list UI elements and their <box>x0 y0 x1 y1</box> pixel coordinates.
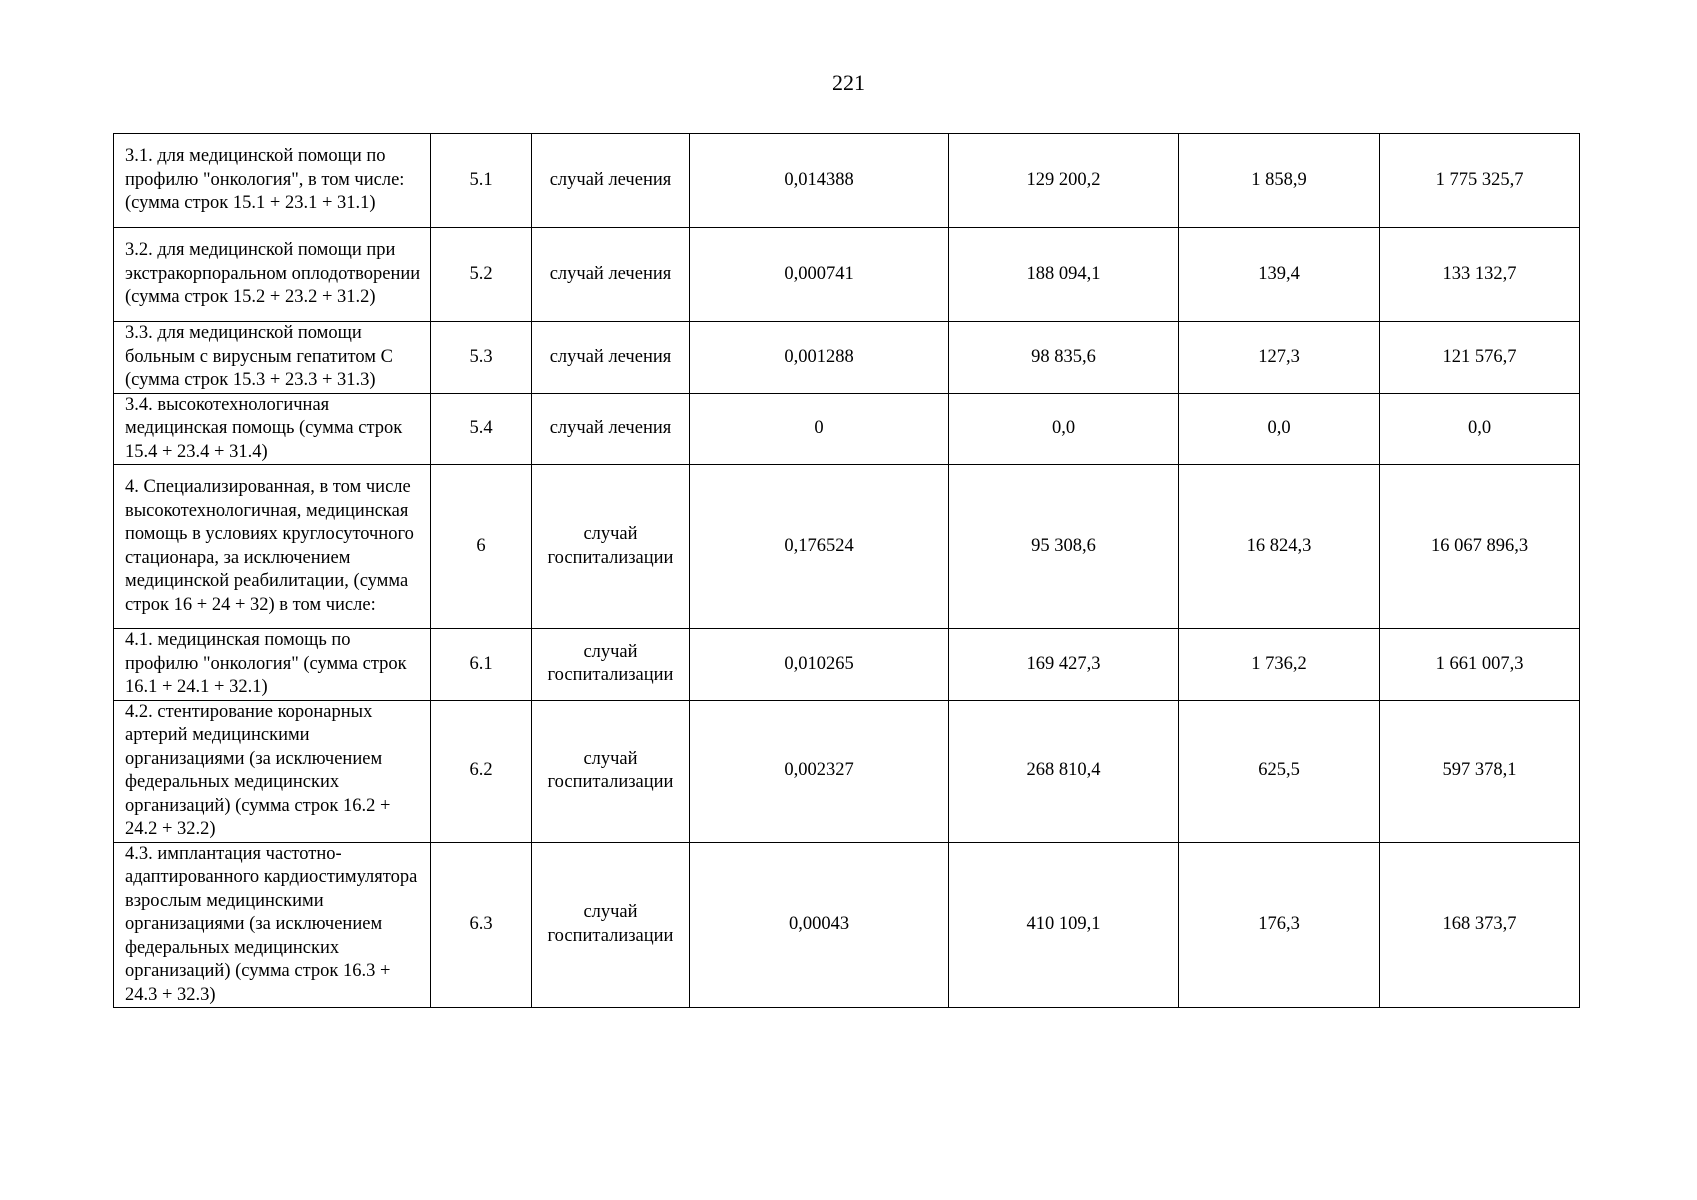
row-total: 0,0 <box>1380 393 1580 465</box>
row-code: 6.2 <box>431 700 532 842</box>
row-description: 4.1. медицинская помощь по профилю "онкология" (сумма строк 16.1 + 24.1 + 32.1) <box>114 629 431 701</box>
row-total: 16 067 896,3 <box>1380 465 1580 629</box>
row-norm: 0,014388 <box>690 134 949 228</box>
row-total: 1 775 325,7 <box>1380 134 1580 228</box>
row-norm: 0,000741 <box>690 228 949 322</box>
row-cost: 98 835,6 <box>949 322 1179 394</box>
row-unit: случай лечения <box>532 134 690 228</box>
row-total: 133 132,7 <box>1380 228 1580 322</box>
row-total: 597 378,1 <box>1380 700 1580 842</box>
row-description: 4. Специализированная, в том числе высокотехнологичная, медицинская помощь в условиях круглосуточного стационара, за исключением медицинской реабилитации, (сумма строк 16 + 24 + 32) в том числе: <box>114 465 431 629</box>
row-norm: 0,002327 <box>690 700 949 842</box>
row-per-capita: 1 736,2 <box>1179 629 1380 701</box>
row-unit: случай лечения <box>532 228 690 322</box>
row-norm: 0,176524 <box>690 465 949 629</box>
table-row <box>114 629 1580 701</box>
row-cost: 169 427,3 <box>949 629 1179 701</box>
row-code: 5.1 <box>431 134 532 228</box>
page-number: 221 <box>832 70 865 95</box>
row-norm: 0,00043 <box>690 842 949 1008</box>
row-norm: 0,001288 <box>690 322 949 394</box>
row-code: 6.1 <box>431 629 532 701</box>
row-description: 4.2. стентирование коронарных артерий медицинскими организациями (за исключением федеральных медицинских организаций) (сумма строк 16.2 + 24.2 + 32.2) <box>114 700 431 842</box>
row-unit: случай госпитализации <box>532 842 690 1008</box>
row-cost: 0,0 <box>949 393 1179 465</box>
row-unit: случай лечения <box>532 393 690 465</box>
row-unit: случай госпитализации <box>532 700 690 842</box>
row-norm: 0,010265 <box>690 629 949 701</box>
row-cost: 95 308,6 <box>949 465 1179 629</box>
row-description: 4.3. имплантация частотно-адаптированного кардиостимулятора взрослым медицинскими организациями (за исключением федеральных медицинских организаций) (сумма строк 16.3 + 24.3 + 32.3) <box>114 842 431 1008</box>
row-total: 168 373,7 <box>1380 842 1580 1008</box>
row-unit: случай лечения <box>532 322 690 394</box>
row-norm: 0 <box>690 393 949 465</box>
table-row <box>114 465 1580 629</box>
data-table <box>113 133 1580 1008</box>
row-code: 6 <box>431 465 532 629</box>
table-row <box>114 393 1580 465</box>
row-code: 5.2 <box>431 228 532 322</box>
table-row <box>114 322 1580 394</box>
row-cost: 410 109,1 <box>949 842 1179 1008</box>
row-cost: 129 200,2 <box>949 134 1179 228</box>
row-per-capita: 139,4 <box>1179 228 1380 322</box>
row-code: 5.4 <box>431 393 532 465</box>
row-per-capita: 16 824,3 <box>1179 465 1380 629</box>
row-description: 3.1. для медицинской помощи по профилю "онкология", в том числе: (сумма строк 15.1 + 23.1 + 31.1) <box>114 134 431 228</box>
row-per-capita: 0,0 <box>1179 393 1380 465</box>
row-total: 121 576,7 <box>1380 322 1580 394</box>
row-cost: 268 810,4 <box>949 700 1179 842</box>
row-cost: 188 094,1 <box>949 228 1179 322</box>
row-code: 5.3 <box>431 322 532 394</box>
table-row <box>114 842 1580 1008</box>
row-per-capita: 127,3 <box>1179 322 1380 394</box>
row-code: 6.3 <box>431 842 532 1008</box>
row-total: 1 661 007,3 <box>1380 629 1580 701</box>
row-description: 3.3. для медицинской помощи больным с вирусным гепатитом С (сумма строк 15.3 + 23.3 + 31.3) <box>114 322 431 394</box>
row-per-capita: 625,5 <box>1179 700 1380 842</box>
table-row <box>114 134 1580 228</box>
row-unit: случай госпитализации <box>532 465 690 629</box>
row-description: 3.2. для медицинской помощи при экстракорпоральном оплодотворении (сумма строк 15.2 + 23.2 + 31.2) <box>114 228 431 322</box>
row-unit: случай госпитализации <box>532 629 690 701</box>
row-per-capita: 176,3 <box>1179 842 1380 1008</box>
row-description: 3.4. высокотехнологичная медицинская помощь (сумма строк 15.4 + 23.4 + 31.4) <box>114 393 431 465</box>
table-row <box>114 228 1580 322</box>
table-row <box>114 700 1580 842</box>
row-per-capita: 1 858,9 <box>1179 134 1380 228</box>
